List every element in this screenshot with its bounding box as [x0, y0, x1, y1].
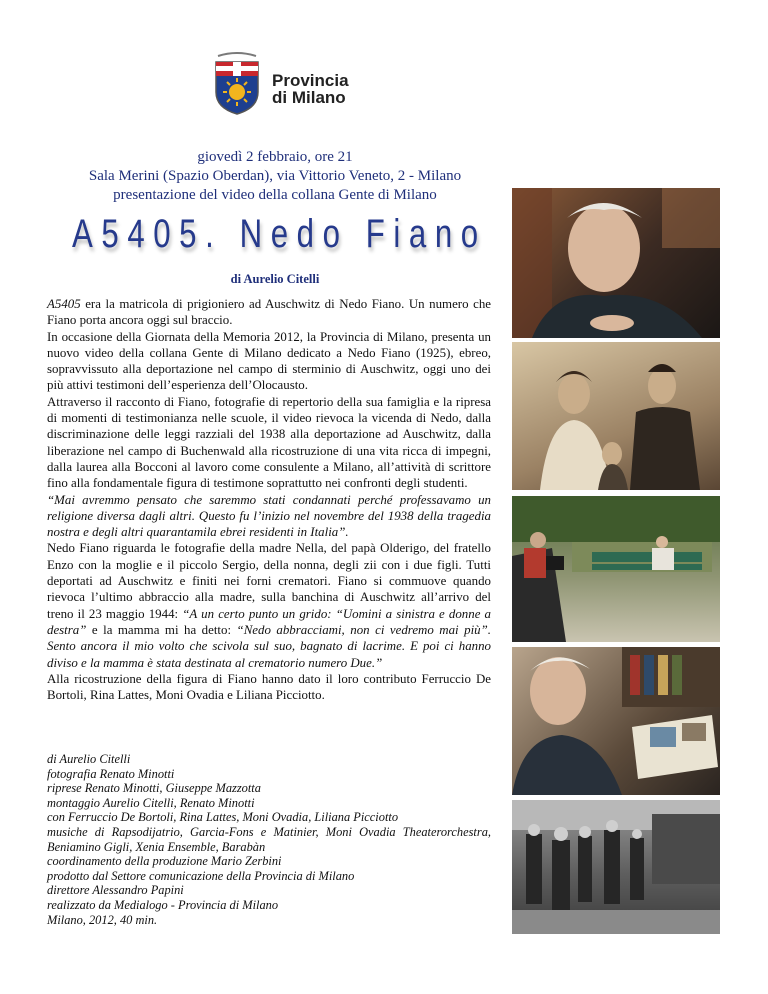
viewing-photos-photo — [512, 647, 720, 795]
credit-line: coordinamento della produzione Mario Zerbini — [47, 854, 282, 869]
article-body — [47, 296, 491, 703]
prisoner-number: A5405 — [47, 297, 81, 311]
paragraph-3: Attraverso il racconto di Fiano, fotografie di repertorio della sua famiglia e la ripresa di momenti di testimonianza nelle scuole, il video rievoca la vicenda di Nedo, dalla discriminazione delle leggi razziali del 1938 alla deportazione ad Auschwitz, dalla liberazione nel campo di Buchenwald alla ricostruzione di una vita ricca di impegni, dalla laurea alla Bocconi al lavoro come consulente a Milano, all’attività di scrittore fino alla fondamentale figura di testimone soprattutto nei confronti degli studenti. — [47, 394, 491, 491]
event-description: presentazione del video della collana Gente di Milano — [113, 187, 437, 203]
logo-line-2: di Milano — [272, 88, 346, 107]
logo-line-1: Provincia — [272, 71, 349, 90]
event-info — [40, 148, 510, 205]
credit-line: Milano, 2012, 40 min. — [47, 912, 158, 927]
paragraph-2: In occasione della Giornata della Memoria 2012, la Provincia di Milano, presenta un nuovo video della collana Gente di Milano dedicato a Nedo Fiano (1925), ebreo, sopravvissuto alla deportazione nel campo di sterminio di Auschwitz, oggi uno dei più attivi testimoni dell’esperienza dell’Olocausto. — [47, 329, 491, 393]
provincia-di-milano-logo — [212, 52, 352, 116]
credits — [47, 752, 491, 927]
byline: di Aurelio Citelli — [230, 272, 320, 286]
portrait-photo — [512, 188, 720, 338]
deportation-archive-photo — [512, 800, 720, 934]
paragraph-5: Nedo Fiano riguarda le fotografie della madre Nella, del papà Olderigo, del fratello Enzo con la moglie e il piccolo Sergio, della nonna, degli zii con i due figli. Tutti deportati ad Auschwitz e finiti nei forni crematori. Fiano si commuove quando rievoca l’ultimo abbraccio alla madre, sulla banchina di Auschwitz all’arrivo del treno il 23 maggio 1944: “A un certo punto un grido: “Uomini a sinistra e donne a destra” e la mamma mi ha detto: “Nedo abbracciami, non ci vedremo mai più”. Sento ancora il mio volto che scivola sul suo, bagnato di lacrime. E poi ci hanno diviso e la mamma è stata destinata al crematorio numero Due.” — [47, 541, 491, 670]
page-title: A5405. Nedo Fiano — [72, 212, 487, 256]
family-archive-photo — [512, 342, 720, 490]
credit-line: di Aurelio Citelli — [47, 752, 131, 766]
credit-line: fotografia Renato Minotti — [47, 766, 175, 781]
credit-line: musiche di Rapsodijatrio, Garcia-Fons e Matinier, Moni Ovadia Theaterorchestra, Beniamino Gigli, Xenia Ensemble, Barabàn — [47, 824, 491, 854]
paragraph-1: A5405 era la matricola di prigioniero ad Auschwitz di Nedo Fiano. Un numero che Fiano porta ancora oggi sul braccio. — [47, 297, 491, 328]
event-venue: Sala Merini (Spazio Oberdan), via Vittorio Veneto, 2 - Milano — [88, 168, 462, 184]
credit-line: riprese Renato Minotti, Giuseppe Mazzotta — [47, 781, 261, 796]
event-date: giovedì 2 febbraio, ore 21 — [197, 149, 353, 165]
credit-line: con Ferruccio De Bortoli, Rina Lattes, Moni Ovadia, Liliana Picciotto — [47, 810, 399, 825]
credit-line: realizzato da Medialogo - Provincia di Milano — [47, 897, 279, 912]
credit-line: montaggio Aurelio Citelli, Renato Minotti — [47, 795, 255, 810]
credit-line: direttore Alessandro Papini — [47, 883, 184, 898]
park-filming-photo — [512, 496, 720, 642]
paragraph-6: Alla ricostruzione della figura di Fiano hanno dato il loro contributo Ferruccio De Bortoli, Rina Lattes, Moni Ovadia e Liliana Picciotto. — [47, 671, 491, 703]
paragraph-4-quote: “Mai avremmo pensato che saremmo stati condannati perché professavamo un religione diversa dagli altri. Questo fu l’inizio nel novembre del 1938 della tragedia nostra e degli altri quarantamila ebrei residenti in Italia”. — [47, 492, 491, 540]
coat-of-arms-icon — [212, 52, 262, 116]
credit-line: prodotto dal Settore comunicazione della Provincia di Milano — [47, 868, 355, 883]
